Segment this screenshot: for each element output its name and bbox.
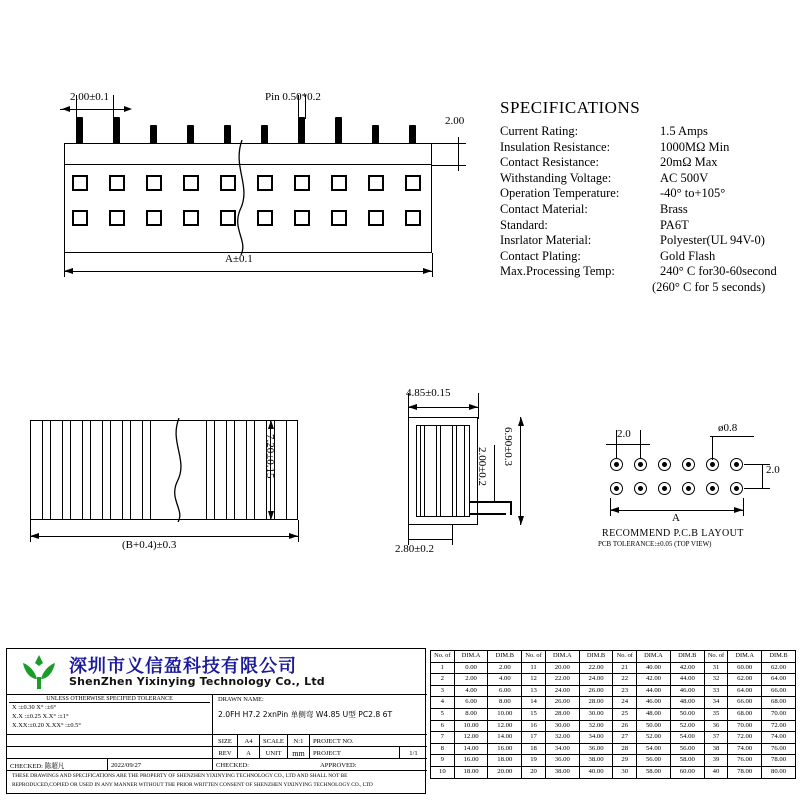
- table-cell: 20: [522, 766, 546, 778]
- table-cell: 6.00: [488, 685, 522, 697]
- cross-top-dimension-label: 4.85±0.15: [406, 387, 451, 399]
- pcb-row-pitch-label: 2.0: [766, 464, 780, 476]
- project-no-label: PROJECT NO.: [313, 738, 354, 745]
- spec-key: Insulation Resistance:: [500, 139, 611, 154]
- table-cell: 56.00: [637, 755, 671, 767]
- spec-key: Max.Processing Temp:: [500, 264, 615, 279]
- table-cell: 32.00: [579, 720, 613, 732]
- spec-value: PA6T: [660, 217, 689, 232]
- table-cell: 60.00: [670, 766, 704, 778]
- table-cell: 34: [704, 697, 728, 709]
- table-cell: 42.00: [637, 674, 671, 686]
- spec-value: Gold Flash: [660, 248, 716, 263]
- table-cell: 34.00: [579, 732, 613, 744]
- specifications-title: SPECIFICATIONS: [500, 98, 641, 117]
- company-name-cn: 深圳市义信盈科技有限公司: [69, 656, 297, 677]
- table-row: [431, 755, 796, 767]
- table-cell: 40.00: [637, 662, 671, 674]
- tolerance-line-1: X :±0.30 X° :±6°: [12, 704, 57, 711]
- table-cell: 30: [613, 766, 637, 778]
- table-cell: 42.00: [670, 662, 704, 674]
- table-cell: 38.00: [545, 766, 579, 778]
- spec-value: Polyester(UL 94V-0): [660, 233, 765, 248]
- spec-key: Contact Resistance:: [500, 155, 599, 170]
- table-cell: 14.00: [488, 732, 522, 744]
- table-cell: 50.00: [670, 708, 704, 720]
- table-cell: 30.00: [579, 708, 613, 720]
- table-cell: 7: [431, 732, 455, 744]
- table-cell: 32.00: [545, 732, 579, 744]
- table-cell: 36: [704, 720, 728, 732]
- table-cell: 9: [431, 755, 455, 767]
- table-cell: 78.00: [762, 755, 796, 767]
- checked-label: CHECKED:: [10, 763, 43, 770]
- table-row: [431, 697, 796, 709]
- table-cell: 35: [704, 708, 728, 720]
- table-cell: 46.00: [670, 685, 704, 697]
- table-cell: 76.00: [762, 743, 796, 755]
- spec-key: Operation Temperature:: [500, 186, 620, 201]
- table-cell: 16: [522, 720, 546, 732]
- table-cell: 24: [613, 697, 637, 709]
- footer-line-1: THESE DRAWINGS AND SPECIFICATIONS ARE THE PROPERTY OF SHENZHEN YIXINYING TECHNOLOGY CO., LTD AND SHALL NOT BE: [12, 773, 348, 779]
- table-cell: 24.00: [579, 674, 613, 686]
- spec-key: Insrlator Material:: [500, 233, 592, 248]
- spec-value: AC 500V: [660, 170, 709, 185]
- table-cell: 44.00: [637, 685, 671, 697]
- spec-value: Brass: [660, 201, 688, 216]
- table-cell: 16.00: [488, 743, 522, 755]
- table-cell: 0.00: [454, 662, 488, 674]
- table-cell: 54.00: [637, 743, 671, 755]
- table-cell: 39: [704, 755, 728, 767]
- table-cell: 62.00: [762, 662, 796, 674]
- col-no-4: No. of: [704, 651, 728, 663]
- scale-label: SCALE: [263, 738, 284, 745]
- table-cell: 56.00: [670, 743, 704, 755]
- table-cell: 12.00: [488, 720, 522, 732]
- table-row: [431, 662, 796, 674]
- col-no-3: No. of: [613, 651, 637, 663]
- table-cell: 30.00: [545, 720, 579, 732]
- cross-inner-dimension-label: 2.00±0.2: [476, 447, 488, 487]
- table-cell: 26: [613, 720, 637, 732]
- pcb-tolerance-note: PCB TOLERANCE:±0.05 (TOP VIEW): [598, 540, 712, 548]
- col-a-4: DIM.A: [728, 651, 762, 663]
- table-cell: 1: [431, 662, 455, 674]
- table-cell: 18.00: [454, 766, 488, 778]
- table-cell: 33: [704, 685, 728, 697]
- table-cell: 27: [613, 732, 637, 744]
- table-cell: 8.00: [488, 697, 522, 709]
- table-cell: 70.00: [762, 708, 796, 720]
- table-cell: 72.00: [762, 720, 796, 732]
- rev-label: REV: [218, 750, 232, 757]
- col-b-4: DIM.B: [762, 651, 796, 663]
- table-cell: 74.00: [728, 743, 762, 755]
- drawn-name-value: 2.0FH H7.2 2xnPin 单侧弯 W4.85 U型 PC2.8 6T: [218, 710, 393, 719]
- table-row: [431, 720, 796, 732]
- col-no-2: No. of: [522, 651, 546, 663]
- table-cell: 15: [522, 708, 546, 720]
- page-value: 1/1: [409, 750, 418, 757]
- col-a-2: DIM.A: [545, 651, 579, 663]
- checked-date: 2022/09/27: [111, 762, 142, 769]
- table-cell: 34.00: [545, 743, 579, 755]
- side-height-dimension-label: 7.20±0.15: [264, 434, 276, 479]
- project-label: PROJECT: [313, 750, 341, 757]
- table-cell: 6.00: [454, 697, 488, 709]
- rev-value: A: [246, 750, 251, 757]
- table-cell: 36.00: [579, 743, 613, 755]
- table-cell: 4.00: [488, 674, 522, 686]
- tolerance-line-3: X.XX:±0.20 X.XX° :±0.5°: [12, 722, 81, 729]
- table-cell: 46.00: [637, 697, 671, 709]
- table-cell: 68.00: [762, 697, 796, 709]
- specifications-block: [500, 98, 800, 296]
- footer-line-2: REPRODUCED,COPIED OR USED IN ANY MANNER WITHOUT THE PRIOR WRITTEN CONSENT OF SHENZHEN YIXINYING TECHNOLOGY CO., LTD: [12, 782, 373, 788]
- table-cell: 18.00: [488, 755, 522, 767]
- table-cell: 5: [431, 708, 455, 720]
- side-view-drawing: [20, 400, 320, 560]
- table-cell: 24.00: [545, 685, 579, 697]
- spec-key: Withstanding Voltage:: [500, 170, 612, 185]
- spec-key: Contact Material:: [500, 201, 588, 216]
- table-cell: 68.00: [728, 708, 762, 720]
- pcb-layout-title: RECOMMEND P.C.B LAYOUT: [602, 528, 744, 539]
- table-cell: 28.00: [545, 708, 579, 720]
- table-row: [431, 685, 796, 697]
- table-cell: 25: [613, 708, 637, 720]
- side-length-dimension-label: (B+0.4)±0.3: [122, 539, 177, 551]
- table-cell: 14: [522, 697, 546, 709]
- unit-label: UNIT: [265, 750, 282, 757]
- table-row: [431, 766, 796, 778]
- spec-value: 1.5 Amps: [660, 124, 708, 138]
- table-cell: 72.00: [728, 732, 762, 744]
- unit-value: mm: [292, 749, 305, 758]
- table-cell: 11: [522, 662, 546, 674]
- table-cell: 38.00: [579, 755, 613, 767]
- table-cell: 76.00: [728, 755, 762, 767]
- table-cell: 70.00: [728, 720, 762, 732]
- table-row: [431, 708, 796, 720]
- company-header: [7, 649, 427, 695]
- checked-name: 陈超凡: [44, 762, 65, 770]
- title-block: [6, 648, 426, 794]
- pcb-layout-drawing: [590, 420, 790, 560]
- table-cell: 6: [431, 720, 455, 732]
- pcb-pitch-label: 2.0: [617, 428, 631, 440]
- table-cell: 36.00: [545, 755, 579, 767]
- table-cell: 62.00: [728, 674, 762, 686]
- drawn-name-label: DRAWN NAME:: [218, 696, 264, 703]
- cross-section-drawing: [390, 385, 530, 565]
- table-cell: 48.00: [637, 708, 671, 720]
- table-cell: 21: [613, 662, 637, 674]
- table-cell: 26.00: [545, 697, 579, 709]
- table-cell: 31: [704, 662, 728, 674]
- table-cell: 28: [613, 743, 637, 755]
- table-cell: 17: [522, 732, 546, 744]
- table-header-row: [431, 651, 796, 663]
- table-cell: 60.00: [728, 662, 762, 674]
- table-cell: 8.00: [454, 708, 488, 720]
- table-cell: 12.00: [454, 732, 488, 744]
- table-cell: 20.00: [488, 766, 522, 778]
- table-cell: 38: [704, 743, 728, 755]
- company-logo-icon: [17, 653, 61, 691]
- table-cell: 66.00: [762, 685, 796, 697]
- scale-value: N:1: [293, 738, 304, 745]
- pcb-hole-dia-label: ø0.8: [718, 422, 738, 434]
- table-cell: 8: [431, 743, 455, 755]
- table-cell: 28.00: [579, 697, 613, 709]
- table-cell: 16.00: [454, 755, 488, 767]
- table-cell: 10: [431, 766, 455, 778]
- table-cell: 13: [522, 685, 546, 697]
- table-cell: 64.00: [728, 685, 762, 697]
- company-name-en: ShenZhen Yixinying Technology Co., Ltd: [69, 675, 325, 688]
- table-cell: 22.00: [579, 662, 613, 674]
- table-cell: 10.00: [454, 720, 488, 732]
- dimension-table: [430, 650, 796, 779]
- table-cell: 40: [704, 766, 728, 778]
- table-cell: 29: [613, 755, 637, 767]
- table-cell: 4.00: [454, 685, 488, 697]
- table-cell: 23: [613, 685, 637, 697]
- table-cell: 3: [431, 685, 455, 697]
- spec-continuation: (260° C for 5 seconds): [652, 279, 766, 294]
- table-cell: 58.00: [670, 755, 704, 767]
- table-row: [431, 674, 796, 686]
- table-cell: 58.00: [637, 766, 671, 778]
- table-cell: 78.00: [728, 766, 762, 778]
- table-cell: 12: [522, 674, 546, 686]
- tolerance-line-2: X.X :±0.25 X.X° :±1°: [12, 713, 69, 720]
- spec-value: -40° to+105°: [660, 186, 726, 201]
- cross-right-dimension-label: 6.90±0.3: [502, 427, 514, 467]
- table-cell: 2.00: [488, 662, 522, 674]
- table-cell: 32: [704, 674, 728, 686]
- spec-key: Current Rating:: [500, 124, 579, 138]
- table-cell: 48.00: [670, 697, 704, 709]
- pitch-dimension-label: 2.00±0.1: [70, 91, 110, 103]
- col-b-1: DIM.B: [488, 651, 522, 663]
- table-cell: 10.00: [488, 708, 522, 720]
- spec-key: Standard:: [500, 217, 548, 232]
- table-cell: 44.00: [670, 674, 704, 686]
- table-cell: 74.00: [762, 732, 796, 744]
- table-cell: 26.00: [579, 685, 613, 697]
- spec-key: Contact Plating:: [500, 248, 581, 263]
- size-value: A4: [244, 738, 253, 745]
- col-no-1: No. of: [431, 651, 455, 663]
- col-a-1: DIM.A: [454, 651, 488, 663]
- table-cell: 2: [431, 674, 455, 686]
- table-cell: 40.00: [579, 766, 613, 778]
- pcb-span-label: A: [672, 512, 680, 524]
- spec-value: 1000MΩ Min: [660, 139, 730, 154]
- table-cell: 50.00: [637, 720, 671, 732]
- width-dimension-label: A±0.1: [225, 253, 253, 265]
- table-cell: 2.00: [454, 674, 488, 686]
- pin-dimension-label: Pin 0.50*0.2: [265, 91, 321, 103]
- col-b-2: DIM.B: [579, 651, 613, 663]
- table-cell: 66.00: [728, 697, 762, 709]
- approved-label: APPROVED:: [320, 762, 357, 769]
- table-cell: 22: [613, 674, 637, 686]
- table-cell: 19: [522, 755, 546, 767]
- table-cell: 37: [704, 732, 728, 744]
- table-cell: 80.00: [762, 766, 796, 778]
- checked2-label: CHECKED:: [216, 762, 249, 769]
- table-cell: 4: [431, 697, 455, 709]
- tolerance-header: UNLESS OTHERWISE SPECIFIED TOLERANCE: [9, 696, 210, 703]
- table-cell: 18: [522, 743, 546, 755]
- cross-bottom-dimension-label: 2.80±0.2: [395, 543, 435, 555]
- top-view-drawing: [30, 91, 470, 285]
- table-cell: 64.00: [762, 674, 796, 686]
- table-cell: 52.00: [637, 732, 671, 744]
- table-row: [431, 732, 796, 744]
- col-a-3: DIM.A: [637, 651, 671, 663]
- table-cell: 22.00: [545, 674, 579, 686]
- table-cell: 14.00: [454, 743, 488, 755]
- spec-value: 20mΩ Max: [660, 155, 718, 170]
- table-row: [431, 743, 796, 755]
- size-label: SIZE: [218, 738, 232, 745]
- spec-value: 240° C for30-60second: [660, 264, 777, 279]
- table-cell: 54.00: [670, 732, 704, 744]
- table-cell: 20.00: [545, 662, 579, 674]
- height-dimension-label: 2.00: [445, 115, 465, 127]
- table-cell: 52.00: [670, 720, 704, 732]
- col-b-3: DIM.B: [670, 651, 704, 663]
